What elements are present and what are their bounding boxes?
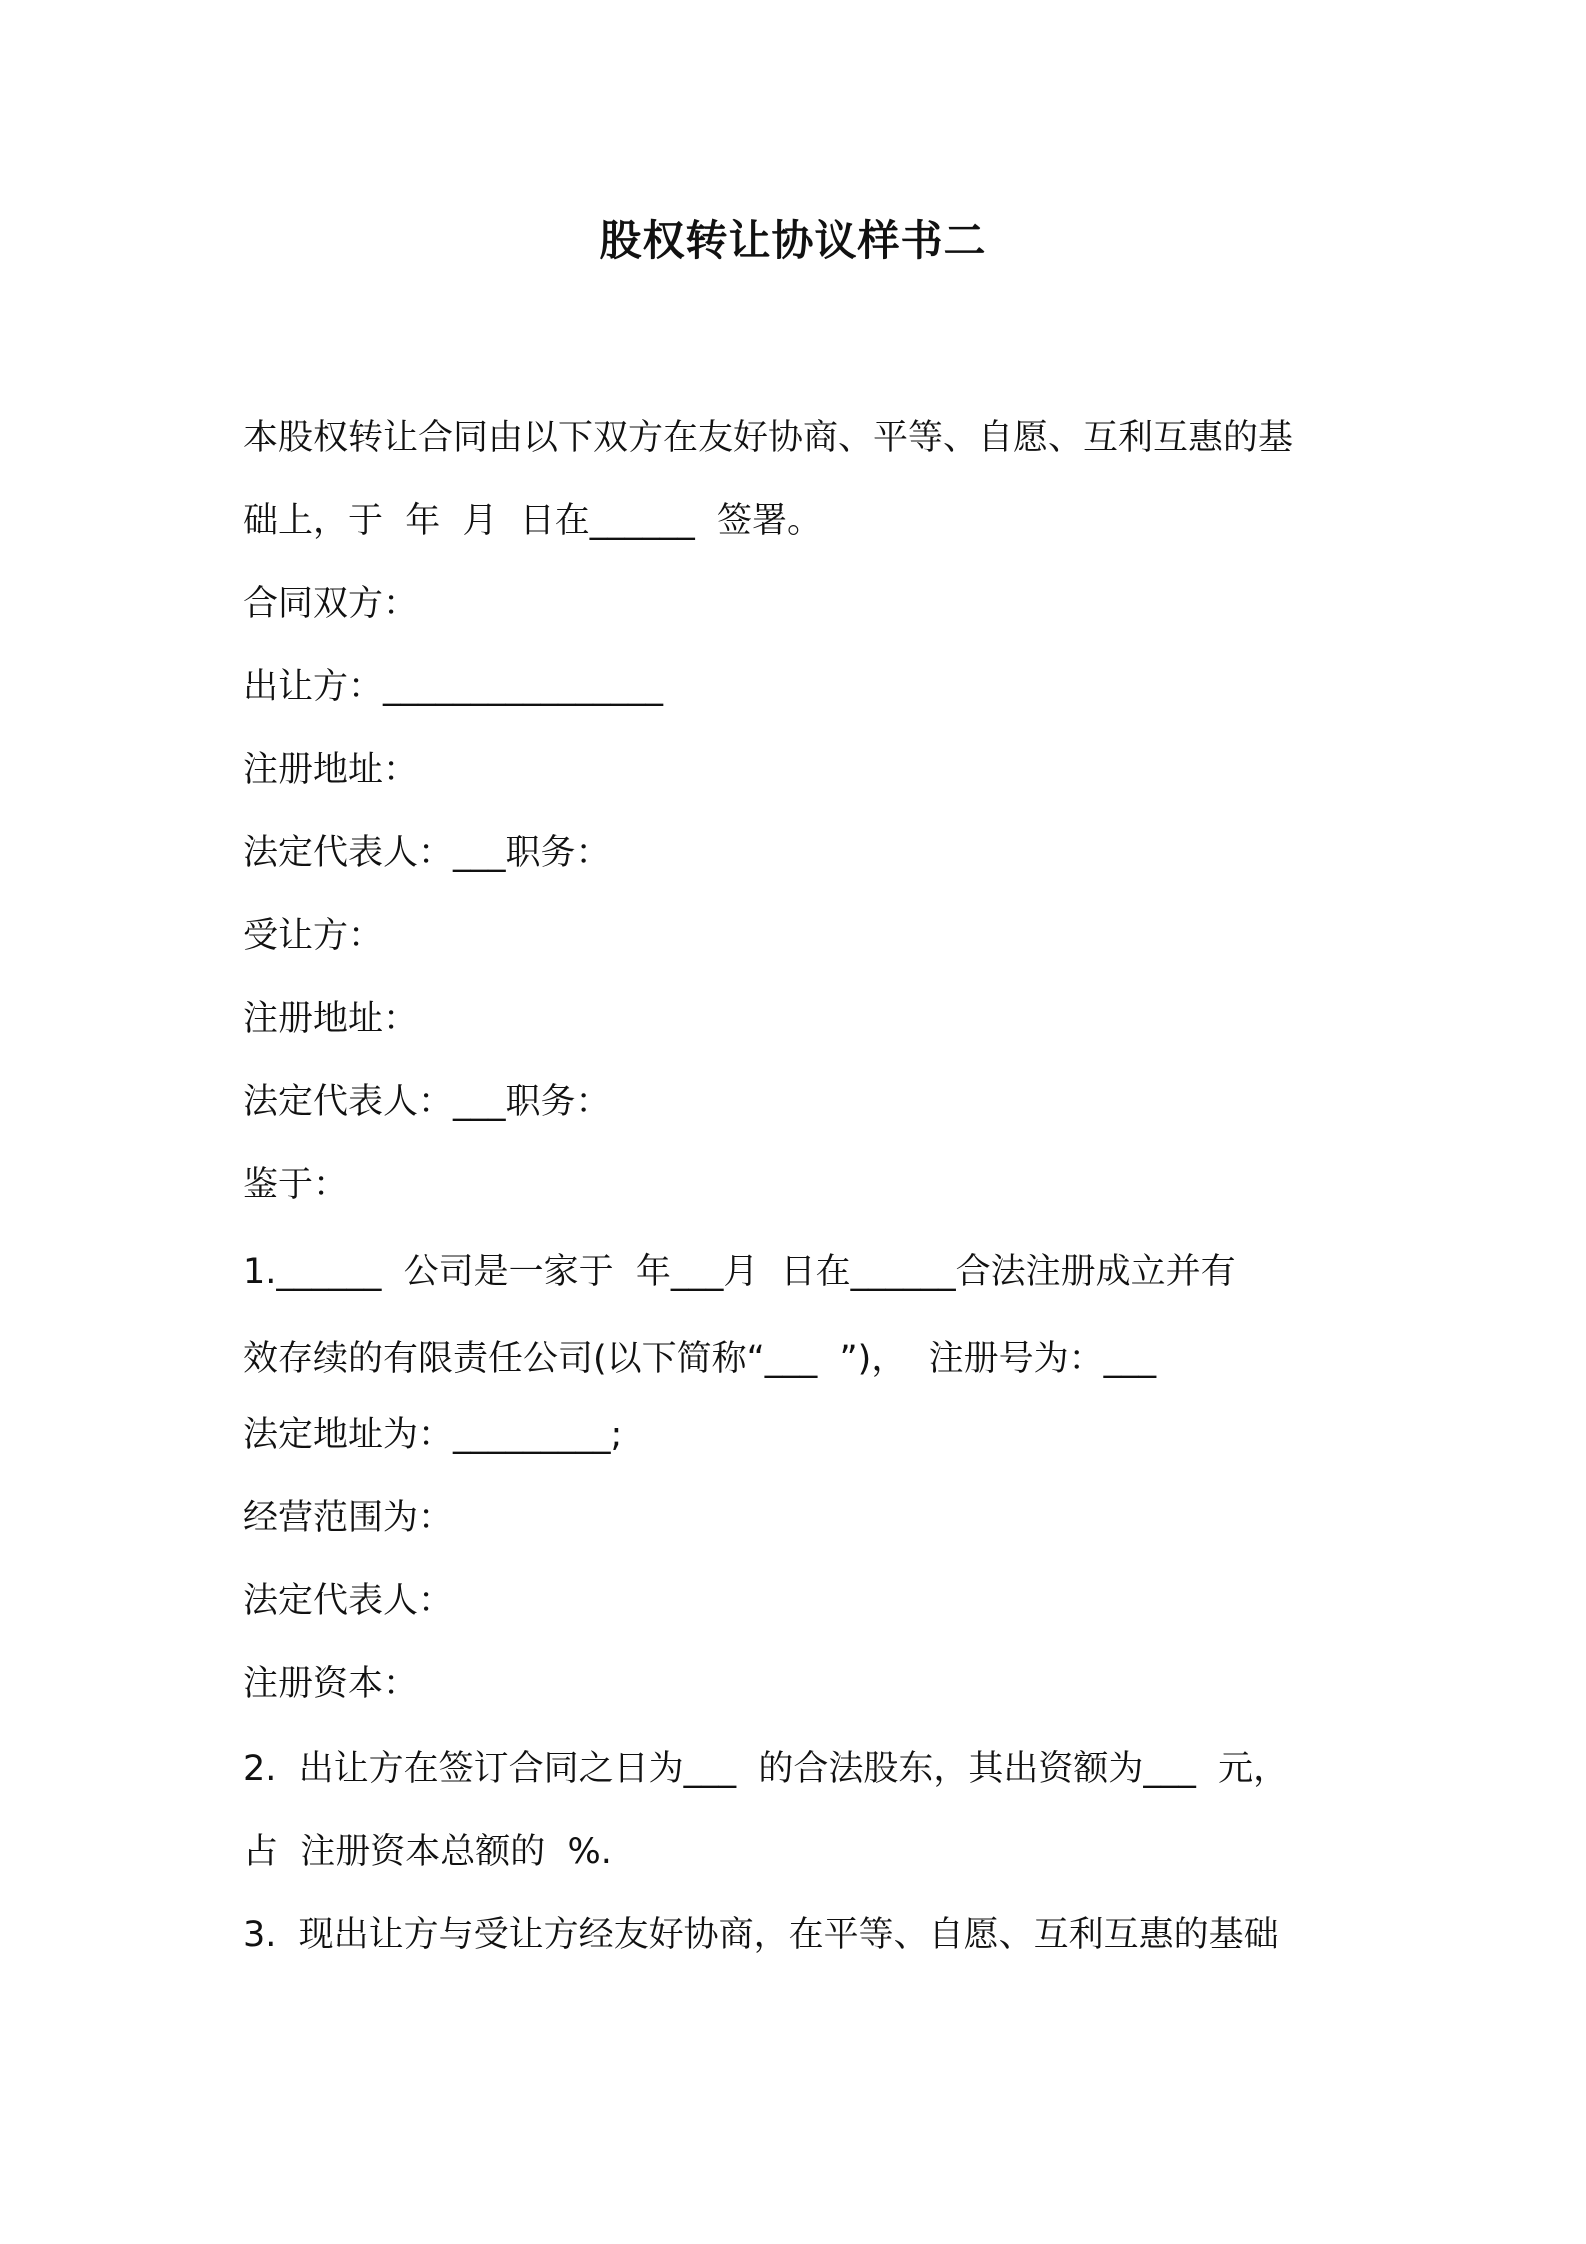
paragraph-line: 注册资本： [243, 1664, 419, 1704]
paragraph-line: 本股权转让合同由以下双方在友好协商、平等、自愿、互利互惠的基 [243, 418, 1294, 458]
paragraph-line: 础上，于 年 月 日在______ 签署。 [243, 501, 823, 541]
paragraph-line: 法定代表人：___职务： [243, 833, 611, 873]
paragraph-line: 法定地址为：_________; [243, 1415, 623, 1455]
paragraph-line: 经营范围为： [243, 1498, 454, 1538]
paragraph-line: 注册地址： [243, 750, 419, 790]
paragraph-line: 鉴于： [243, 1165, 349, 1205]
paragraph-line: 法定代表人： [243, 1581, 454, 1621]
paragraph-line: 注册地址： [243, 999, 419, 1039]
paragraph-line: 法定代表人：___职务： [243, 1082, 611, 1122]
paragraph-line: 占 注册资本总额的 %. [243, 1832, 612, 1872]
paragraph-line: 受让方： [243, 916, 384, 956]
paragraph-line: 效存续的有限责任公司(以下简称“___ ”)， 注册号为：___ [243, 1339, 1157, 1379]
paragraph-line: 合同双方： [243, 584, 419, 624]
paragraph-line: 2. 出让方在签订合同之日为___ 的合法股东，其出资额为___ 元， [243, 1749, 1289, 1789]
paragraph-line: 3. 现出让方与受让方经友好协商，在平等、自愿、互利互惠的基础 [243, 1915, 1279, 1955]
document-title: 股权转让协议样书二 [599, 216, 987, 265]
paragraph-line: 出让方：________________ [243, 667, 664, 707]
paragraph-line: 1.______ 公司是一家于 年___月 日在______合法注册成立并有 [243, 1252, 1236, 1292]
